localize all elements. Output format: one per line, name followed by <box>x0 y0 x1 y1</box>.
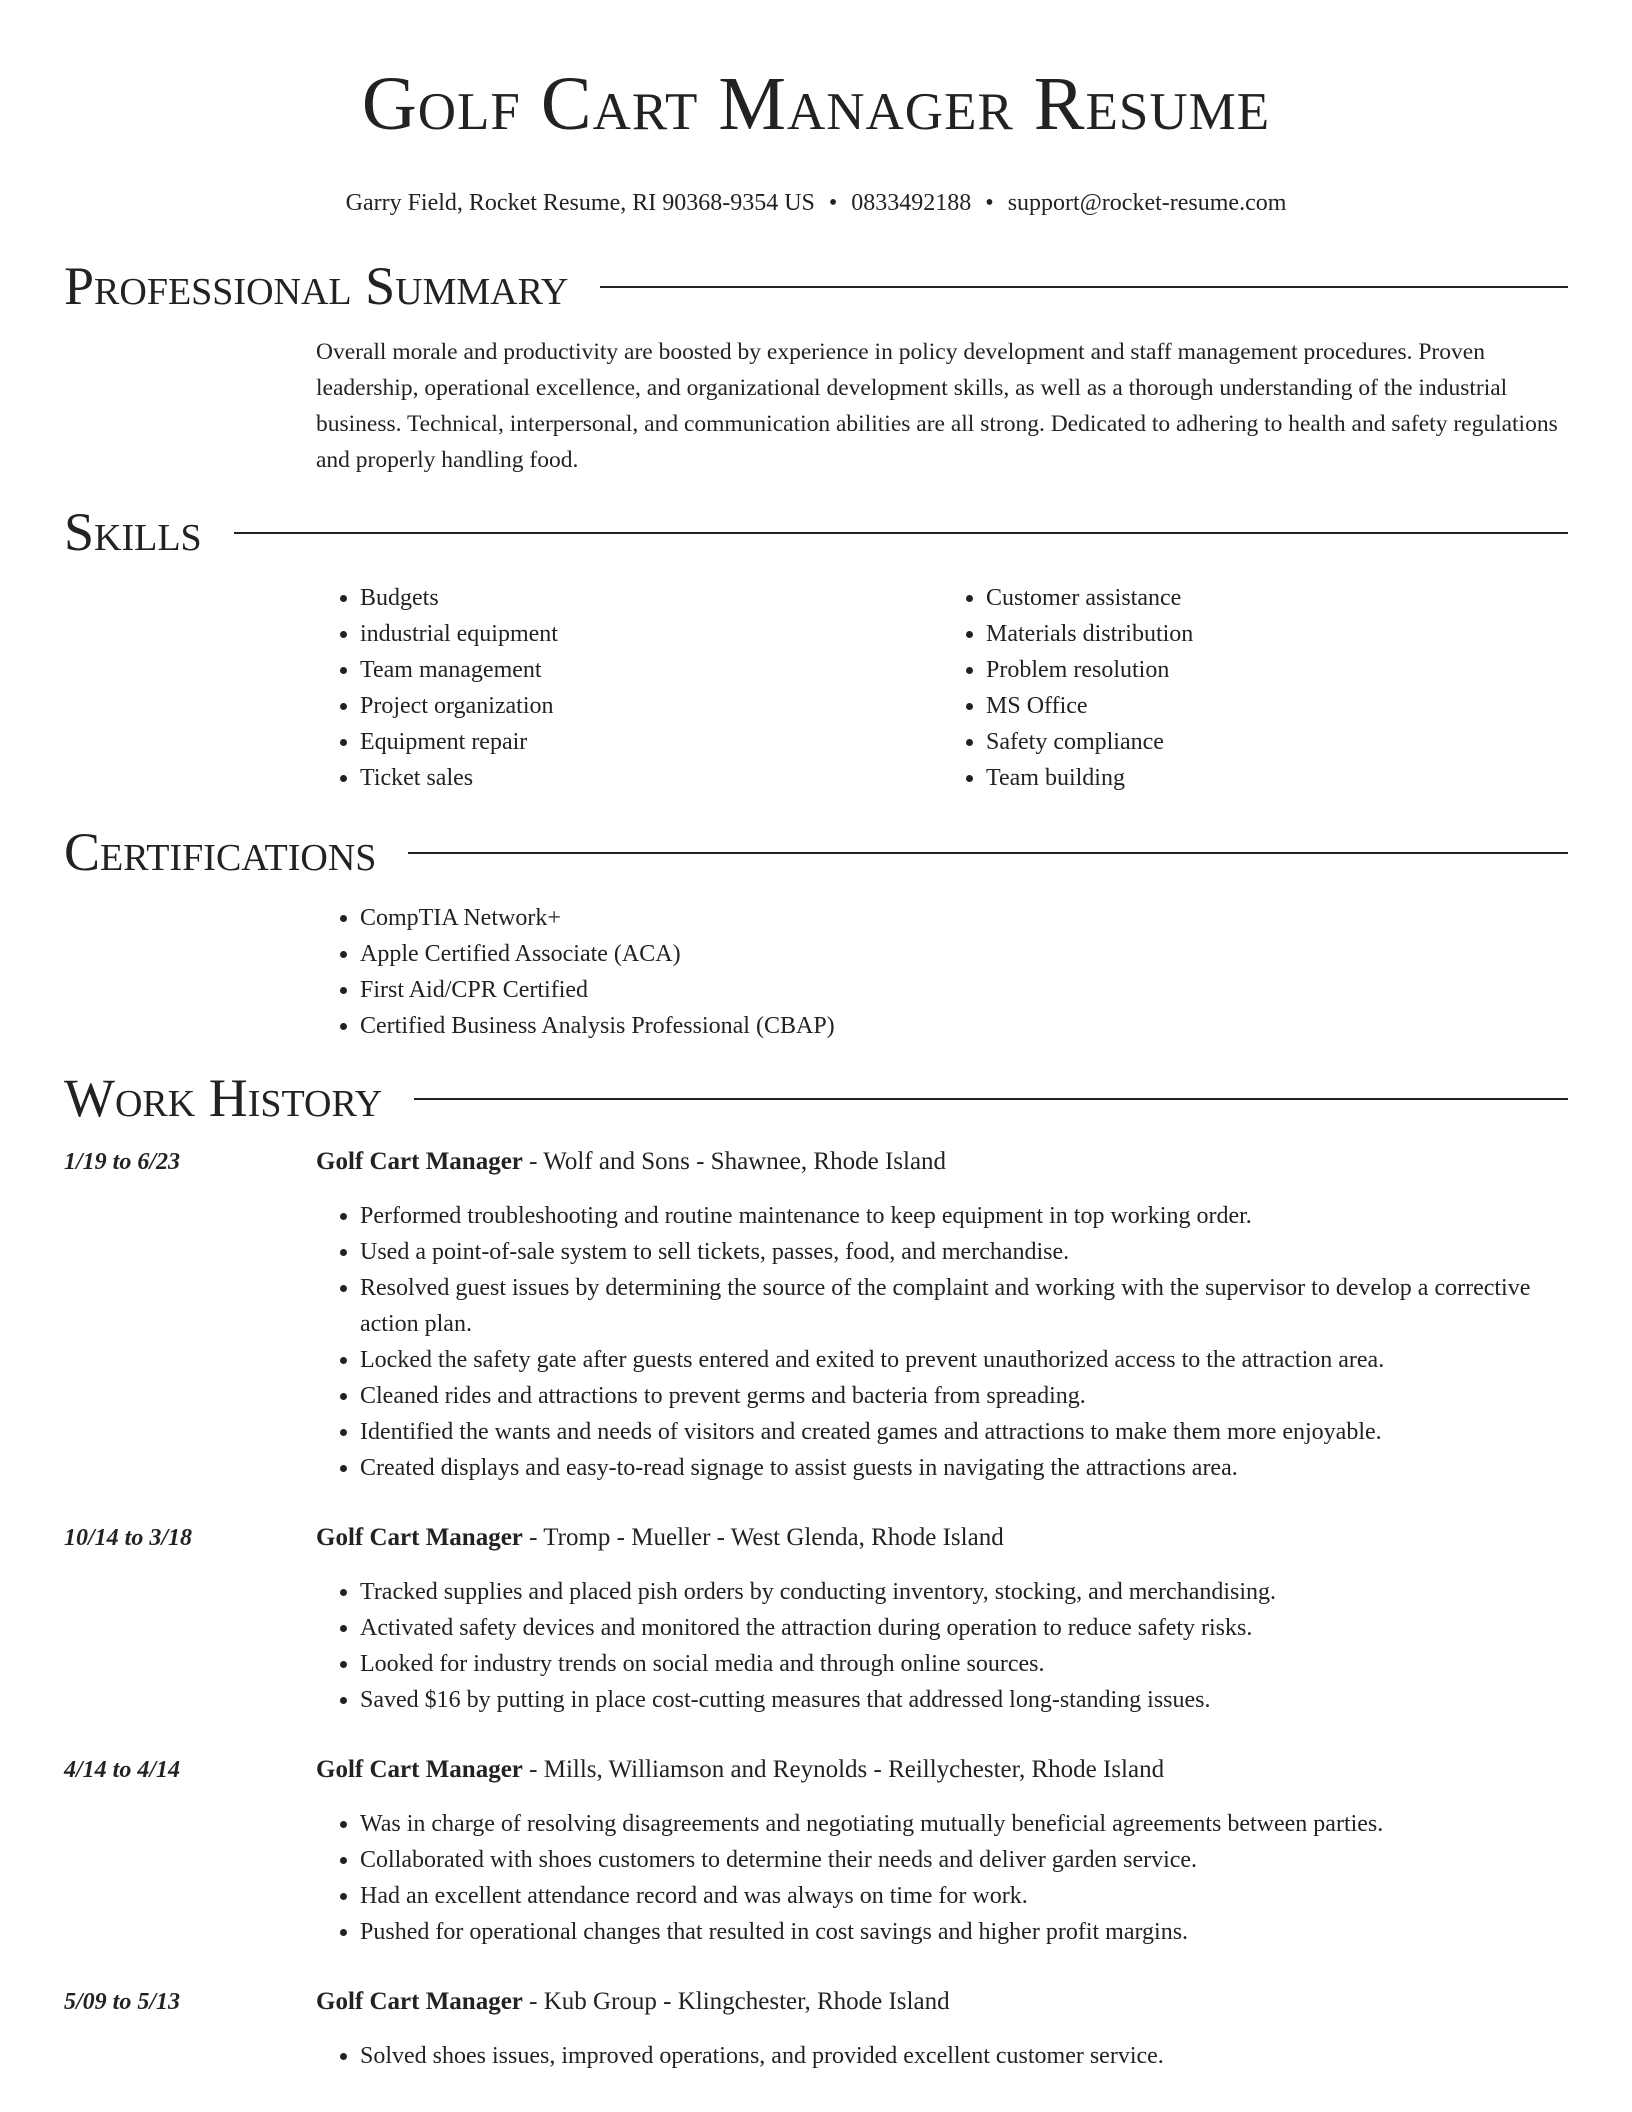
job-dates: 4/14 to 4/14 <box>64 1757 181 1783</box>
list-item: • Cleaned rides and attractions to prevent germs and bacteria from spreading. <box>360 1378 1568 1414</box>
job-details: - Tromp - Mueller - West Glenda, Rhode Island <box>522 1524 1004 1551</box>
job-title-line <box>316 1984 1568 2020</box>
job-body <box>316 1520 1568 1718</box>
contact-line <box>64 188 1568 218</box>
job-details: - Kub Group - Klingchester, Rhode Island <box>522 1988 950 2015</box>
job-title-line <box>316 1144 1568 1180</box>
job-bullets <box>316 1198 1568 1486</box>
list-item: • MS Office <box>986 688 1568 724</box>
job-dates: 5/09 to 5/13 <box>64 1989 181 2015</box>
work-heading: Work History <box>64 1068 383 1128</box>
list-item: • Activated safety devices and monitored the attraction during operation to reduce safety risks. <box>360 1610 1568 1646</box>
list-item: • Tracked supplies and placed pish orders by conducting inventory, stocking, and merchandising. <box>360 1574 1568 1610</box>
job-details: - Mills, Williamson and Reynolds - Reillychester, Rhode Island <box>522 1756 1165 1783</box>
list-item: • Looked for industry trends on social media and through online sources. <box>360 1646 1568 1682</box>
list-item: • Performed troubleshooting and routine maintenance to keep equipment in top working order. <box>360 1198 1568 1234</box>
list-item: • Materials distribution <box>986 616 1568 652</box>
list-item: • Safety compliance <box>986 724 1568 760</box>
section-divider <box>414 1098 1568 1100</box>
list-item: • Equipment repair <box>360 724 942 760</box>
list-item: • Had an excellent attendance record and was always on time for work. <box>360 1878 1568 1914</box>
list-item: • Saved $16 by putting in place cost-cutting measures that addressed long-standing issues. <box>360 1682 1568 1718</box>
job-body <box>316 1752 1568 1950</box>
list-item: • Created displays and easy-to-read signage to assist guests in navigating the attractions area. <box>360 1450 1568 1486</box>
skills-list-left <box>316 580 942 796</box>
list-item: • Identified the wants and needs of visitors and created games and attractions to make them more enjoyable. <box>360 1414 1568 1450</box>
resume-title: Golf Cart Manager Resume <box>361 62 1271 146</box>
list-item: • Team management <box>360 652 942 688</box>
work-section-header <box>64 1066 1568 1130</box>
list-item: • Used a point-of-sale system to sell tickets, passes, food, and merchandise. <box>360 1234 1568 1270</box>
certifications-list <box>316 900 1568 1044</box>
certifications-heading: Certifications <box>64 822 377 882</box>
list-item: • Apple Certified Associate (ACA) <box>360 936 1568 972</box>
job-title: Golf Cart Manager <box>316 1756 523 1783</box>
job-title-line <box>316 1520 1568 1556</box>
list-item: • Certified Business Analysis Professional (CBAP) <box>360 1008 1568 1044</box>
list-item: • Project organization <box>360 688 942 724</box>
list-item: • Pushed for operational changes that resulted in cost savings and higher profit margins. <box>360 1914 1568 1950</box>
list-item: • Problem resolution <box>986 652 1568 688</box>
list-item: • Team building <box>986 760 1568 796</box>
contact-phone: 0833492188 <box>851 190 972 216</box>
summary-text: Overall morale and productivity are boosted by experience in policy development and staff management procedures. Proven leadership, operational excellence, and organizational development skills, as well as a thorough understanding of the industrial business. Technical, interpersonal, and communication abilities are all strong. Dedicated to adhering to health and safety regulations and properly handling food. <box>316 339 1558 473</box>
job-entry <box>64 1144 1568 1486</box>
contact-address: Garry Field, Rocket Resume, RI 90368-9354 US <box>345 190 815 216</box>
skills-list-right <box>942 580 1568 796</box>
section-divider <box>234 532 1568 534</box>
list-item: • Resolved guest issues by determining the source of the complaint and working with the supervisor to develop a corrective action plan. <box>360 1270 1568 1342</box>
list-item: • Budgets <box>360 580 942 616</box>
list-item: • CompTIA Network+ <box>360 900 1568 936</box>
job-dates: 1/19 to 6/23 <box>64 1149 181 1175</box>
skills-heading: Skills <box>64 502 202 562</box>
contact-separator: • <box>985 190 994 216</box>
list-item: • Was in charge of resolving disagreements and negotiating mutually beneficial agreements between parties. <box>360 1806 1568 1842</box>
section-divider <box>408 852 1568 854</box>
section-divider <box>600 286 1568 288</box>
certifications-body <box>316 900 1568 1044</box>
job-entry <box>64 1520 1568 1718</box>
job-title-line <box>316 1752 1568 1788</box>
job-title: Golf Cart Manager <box>316 1524 523 1551</box>
job-body <box>316 1144 1568 1486</box>
skills-section-header <box>64 500 1568 564</box>
summary-heading: Professional Summary <box>64 256 569 316</box>
job-title: Golf Cart Manager <box>316 1148 523 1175</box>
job-body <box>316 1984 1568 2074</box>
contact-email: support@rocket-resume.com <box>1007 190 1287 216</box>
job-title: Golf Cart Manager <box>316 1988 523 2015</box>
list-item: • First Aid/CPR Certified <box>360 972 1568 1008</box>
job-bullets <box>316 2038 1568 2074</box>
job-dates: 10/14 to 3/18 <box>64 1525 193 1551</box>
job-bullets <box>316 1806 1568 1950</box>
list-item: • Customer assistance <box>986 580 1568 616</box>
list-item: • Solved shoes issues, improved operations, and provided excellent customer service. <box>360 2038 1568 2074</box>
summary-body <box>316 334 1568 478</box>
list-item: • Collaborated with shoes customers to determine their needs and deliver garden service. <box>360 1842 1568 1878</box>
contact-separator: • <box>828 190 838 216</box>
certifications-section-header <box>64 820 1568 884</box>
job-entry <box>64 1752 1568 1950</box>
job-bullets <box>316 1574 1568 1718</box>
list-item: • Locked the safety gate after guests entered and exited to prevent unauthorized access to the attraction area. <box>360 1342 1568 1378</box>
summary-section-header <box>64 254 1568 318</box>
list-item: • Ticket sales <box>360 760 942 796</box>
job-details: - Wolf and Sons - Shawnee, Rhode Island <box>522 1148 947 1175</box>
list-item: • industrial equipment <box>360 616 942 652</box>
job-entry <box>64 1984 1568 2074</box>
skills-grid <box>316 580 1568 796</box>
